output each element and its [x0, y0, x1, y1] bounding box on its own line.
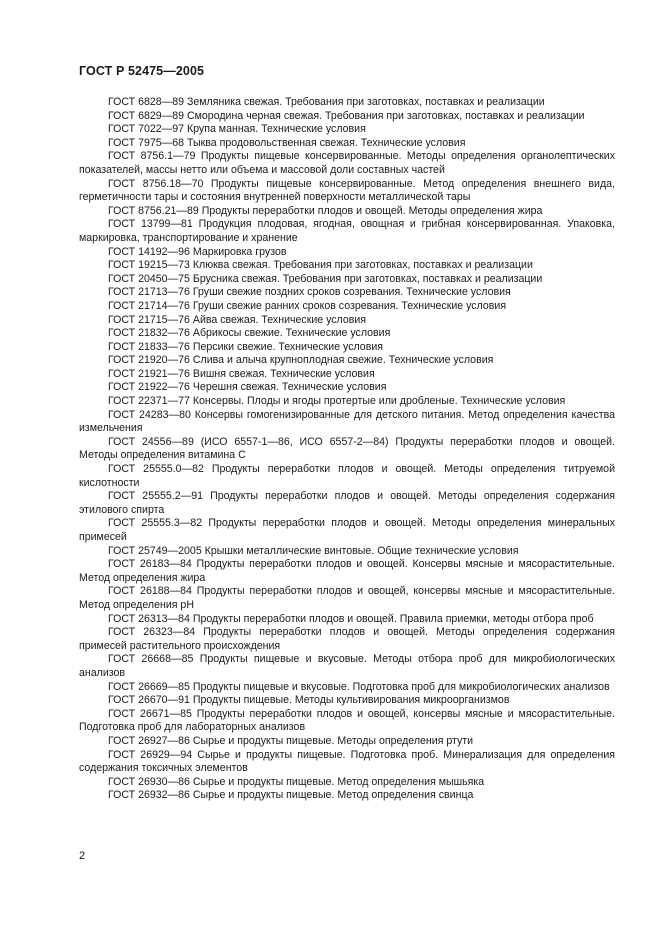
- reference-item: ГОСТ 25555.2—91 Продукты переработки плодов и овощей. Методы определения содержания этилового спирта: [79, 490, 615, 516]
- reference-item: ГОСТ 26313—84 Продукты переработки плодов и овощей. Правила приемки, методы отбора проб: [108, 612, 594, 625]
- reference-item: ГОСТ 26929—94 Сырье и продукты пищевые. Подготовка проб. Минерализация для определения содержания токсичных элементов: [79, 748, 615, 775]
- reference-item: ГОСТ 20450—75 Брусника свежая. Требования при заготовках, поставках и реализации: [108, 272, 543, 285]
- reference-item: ГОСТ 6828—89 Земляника свежая. Требования при заготовках, поставках и реализации: [108, 96, 545, 108]
- reference-item: ГОСТ 25555.0—82 Продукты переработки плодов и овощей. Методы определения титруемой кислотности: [79, 463, 615, 489]
- reference-item: ГОСТ 21921—76 Вишня свежая. Технические условия: [108, 367, 375, 380]
- reference-item: ГОСТ 26671—85 Продукты переработки плодов и овощей, консервы мясные и мясорастительные. Подготовка проб для лабораторных анализов: [79, 707, 615, 734]
- reference-item: ГОСТ 26669—85 Продукты пищевые и вкусовые. Подготовка проб для микробиологических анализов: [108, 680, 610, 693]
- reference-item: ГОСТ 21713—76 Груши свежие поздних сроков созревания. Технические условия: [108, 286, 511, 299]
- reference-item: ГОСТ 13799—81 Продукция плодовая, ягодная, овощная и грибная консервированная. Упаковка, маркировка, транспортирование и хранение: [79, 218, 615, 244]
- reference-item: ГОСТ 26323—84 Продукты переработки плодов и овощей. Методы определения содержания примесей растительного происхождения: [79, 626, 615, 652]
- reference-item: ГОСТ 8756.1—79 Продукты пищевые консервированные. Методы определения органолептических показателей, массы нетто или объема и массовой доли составных частей: [79, 150, 615, 176]
- reference-item: ГОСТ 26668—85 Продукты пищевые и вкусовые. Методы отбора проб для микробиологических анализов: [79, 653, 615, 679]
- reference-item: ГОСТ 26188—84 Продукты переработки плодов и овощей, консервы мясные и мясорастительные. Метод определения pH: [79, 585, 615, 611]
- reference-item: ГОСТ 21832—76 Абрикосы свежие. Технические условия: [108, 327, 391, 340]
- reference-item: ГОСТ 6829—89 Смородина черная свежая. Требования при заготовках, поставках и реализации: [108, 109, 585, 122]
- reference-item: ГОСТ 14192—96 Маркировка грузов: [108, 245, 287, 258]
- reference-item: ГОСТ 21833—76 Персики свежие. Технические условия: [108, 340, 383, 353]
- reference-item: ГОСТ 24556—89 (ИСО 6557-1—86, ИСО 6557-2—84) Продукты переработки плодов и овощей. Методы определения витамина С: [79, 435, 615, 462]
- reference-item: ГОСТ 26927—86 Сырье и продукты пищевые. Методы определения ртути: [108, 734, 474, 747]
- reference-item: ГОСТ 19215—73 Клюква свежая. Требования при заготовках, поставках и реализации: [108, 259, 533, 272]
- reference-item: ГОСТ 26932—86 Сырье и продукты пищевые. Метод определения свинца: [108, 789, 474, 802]
- reference-item: ГОСТ 26930—86 Сырье и продукты пищевые. Метод определения мышьяка: [108, 775, 485, 788]
- reference-item: ГОСТ 26670—91 Продукты пищевые. Методы культивирования микроорганизмов: [108, 694, 510, 707]
- reference-item: ГОСТ 21922—76 Черешня свежая. Технические условия: [108, 381, 387, 394]
- page-number: 2: [79, 850, 86, 862]
- reference-item: ГОСТ 8756.18—70 Продукты пищевые консервированные. Метод определения внешнего вида, герметичности тары и состояния внутренней поверхности металлической тары: [79, 177, 615, 204]
- normative-references-list: [79, 96, 615, 803]
- reference-item: ГОСТ 24283—80 Консервы гомогенизированные для детского питания. Метод определения качества измельчения: [79, 408, 615, 435]
- reference-item: ГОСТ 25749—2005 Крышки металлические винтовые. Общие технические условия: [108, 544, 519, 557]
- reference-item: ГОСТ 21920—76 Слива и алыча крупноплодная свежие. Технические условия: [108, 354, 494, 367]
- reference-item: ГОСТ 21715—76 Айва свежая. Технические условия: [108, 313, 367, 326]
- document-header: ГОСТ Р 52475—2005: [79, 64, 205, 78]
- reference-item: ГОСТ 8756.21—89 Продукты переработки плодов и овощей. Методы определения жира: [108, 204, 543, 217]
- reference-item: ГОСТ 7975—68 Тыква продовольственная свежая. Технические условия: [108, 136, 466, 149]
- reference-item: ГОСТ 22371—77 Консервы. Плоды и ягоды протертые или дробленые. Технические условия: [108, 395, 566, 408]
- reference-item: ГОСТ 26183—84 Продукты переработки плодов и овощей. Консервы мясные и мясорастительные. Метод определения жира: [79, 558, 615, 584]
- reference-item: ГОСТ 21714—76 Груши свежие ранних сроков созревания. Технические условия: [108, 299, 507, 312]
- reference-item: ГОСТ 25555.3—82 Продукты переработки плодов и овощей. Методы определения минеральных примесей: [79, 517, 615, 543]
- reference-item: ГОСТ 7022—97 Крупа манная. Технические условия: [108, 123, 366, 136]
